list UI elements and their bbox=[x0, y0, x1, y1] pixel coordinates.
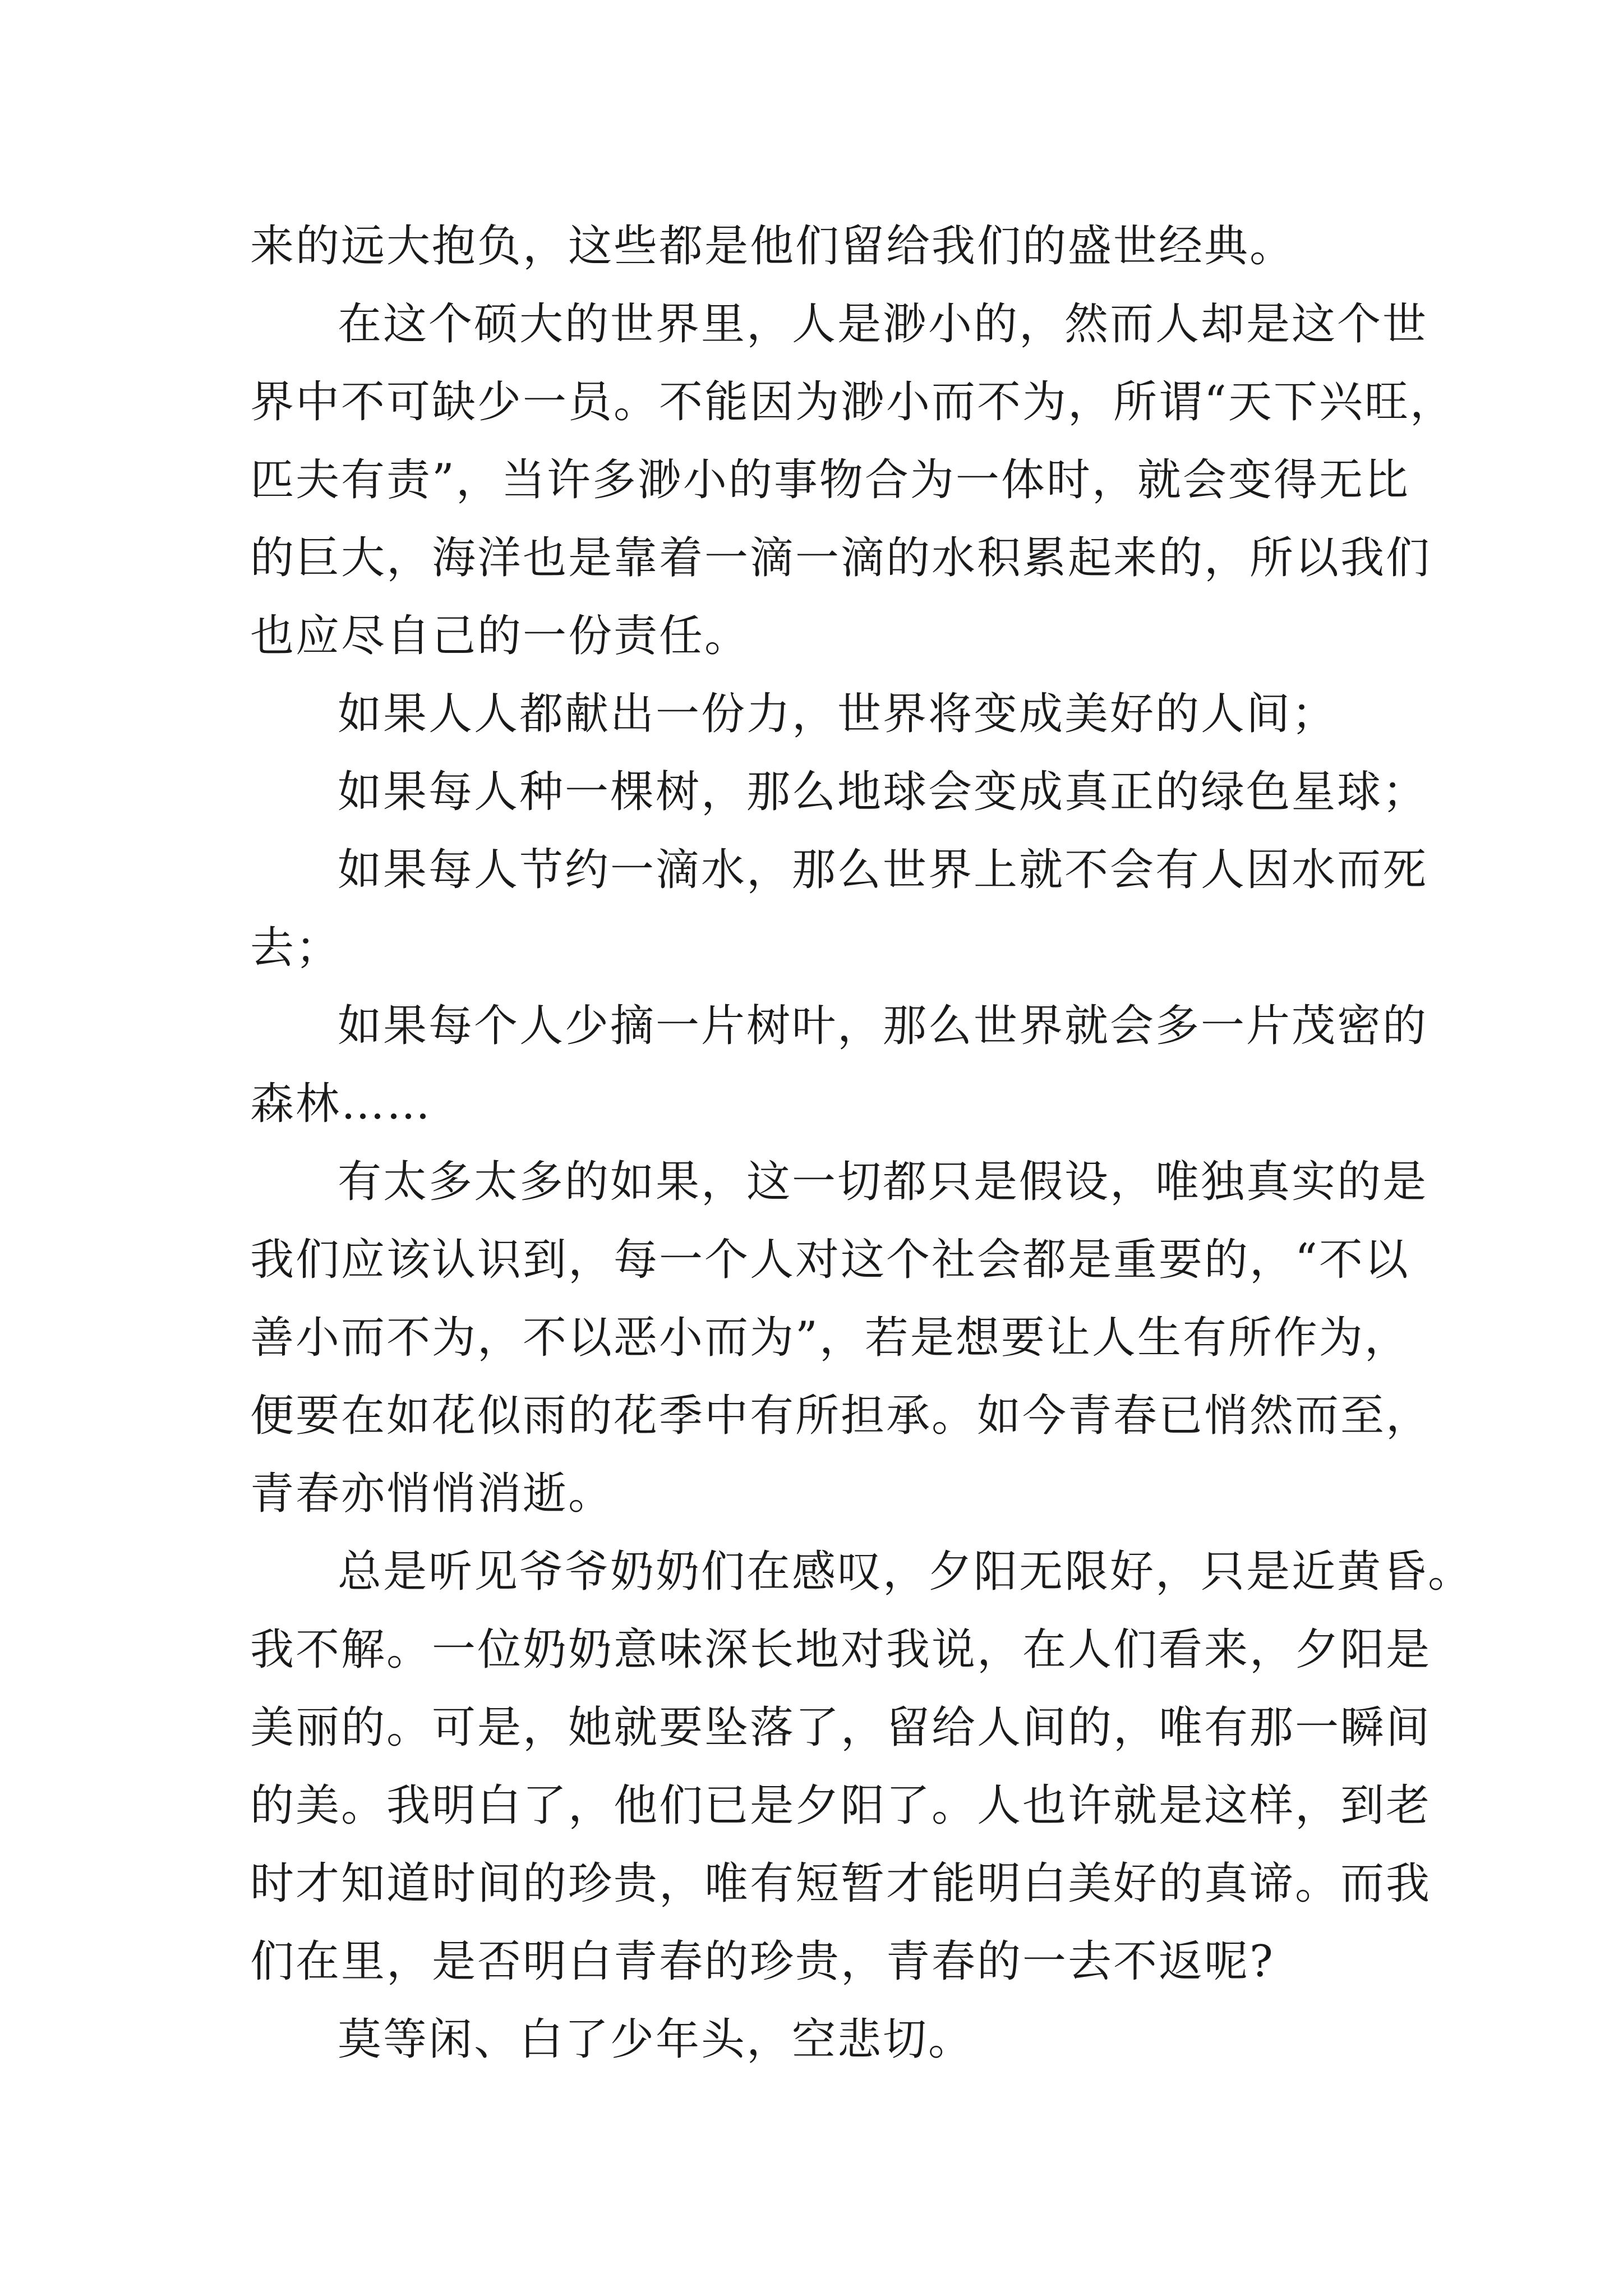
text-line: 们在里，是否明白青春的珍贵，青春的一去不返呢? bbox=[250, 1936, 1275, 1987]
text-line: 的巨大，海洋也是靠着一滴一滴的水积累起来的，所以我们 bbox=[250, 533, 1432, 583]
text-line: 去； bbox=[250, 923, 342, 973]
text-line: 青春亦悄悄消逝。 bbox=[250, 1469, 614, 1519]
paragraph-start-line: 如果每个人少摘一片树叶，那么世界就会多一片茂密的 bbox=[338, 1001, 1428, 1051]
paragraph-start-line: 在这个硕大的世界里，人是渺小的，然而人却是这个世 bbox=[338, 299, 1428, 349]
paragraph-start-line: 如果每人节约一滴水，那么世界上就不会有人因水而死 bbox=[338, 845, 1428, 895]
text-line: 我们应该认识到，每一个人对这个社会都是重要的，“不以 bbox=[250, 1235, 1410, 1285]
paragraph-start-line: 莫等闲、白了少年头，空悲切。 bbox=[338, 2014, 974, 2065]
text-line: 匹夫有责”，当许多渺小的事物合为一体时，就会变得无比 bbox=[250, 455, 1410, 505]
paragraph-start-line: 有太多太多的如果，这一切都只是假设，唯独真实的是 bbox=[338, 1157, 1428, 1207]
text-line: 界中不可缺少一员。不能因为渺小而不为，所谓“天下兴旺， bbox=[250, 377, 1455, 427]
text-line: 也应尽自己的一份责任。 bbox=[250, 611, 750, 661]
text-line: 便要在如花似雨的花季中有所担承。如今青春已悄然而至， bbox=[250, 1391, 1432, 1441]
text-line: 善小而不为，不以恶小而为”，若是想要让人生有所作为， bbox=[250, 1313, 1410, 1363]
text-line: 森林…… bbox=[250, 1079, 432, 1129]
text-line: 来的远大抱负，这些都是他们留给我们的盛世经典。 bbox=[250, 221, 1295, 272]
text-line: 时才知道时间的珍贵，唯有短暂才能明白美好的真谛。而我 bbox=[250, 1858, 1432, 1909]
paragraph-start-line: 如果人人都献出一份力，世界将变成美好的人间； bbox=[338, 689, 1338, 739]
text-line: 美丽的。可是，她就要坠落了，留给人间的，唯有那一瞬间 bbox=[250, 1703, 1432, 1753]
paragraph-start-line: 如果每人种一棵树，那么地球会变成真正的绿色星球； bbox=[338, 767, 1428, 817]
text-line: 我不解。一位奶奶意味深长地对我说，在人们看来，夕阳是 bbox=[250, 1625, 1432, 1675]
text-line: 的美。我明白了，他们已是夕阳了。人也许就是这样，到老 bbox=[250, 1780, 1432, 1831]
body-text bbox=[250, 208, 1474, 2079]
paragraph-start-line: 总是听见爷爷奶奶们在感叹，夕阳无限好，只是近黄昏。 bbox=[338, 1547, 1474, 1597]
